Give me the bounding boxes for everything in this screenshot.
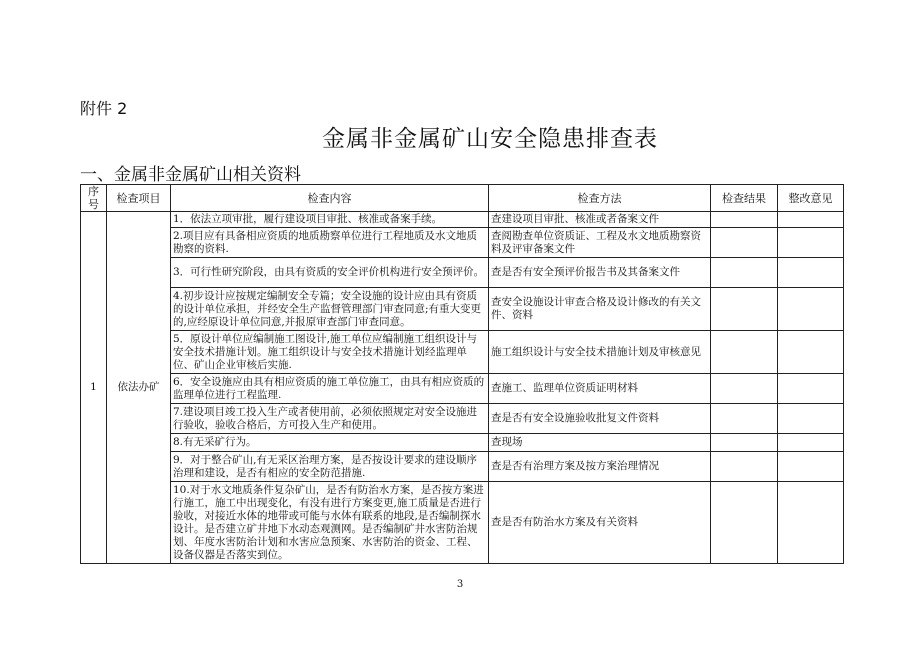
check-content: 6．安全设施应由具有相应资质的施工单位施工，由具有相应资质的监理单位进行工程监理.: [171, 374, 489, 404]
header-method: 检查方法: [489, 185, 711, 212]
row-group-number: 1: [81, 212, 107, 564]
header-number: 序号: [81, 185, 107, 212]
check-result-cell[interactable]: [711, 258, 778, 288]
check-result-cell[interactable]: [711, 404, 778, 434]
check-result-cell[interactable]: [711, 331, 778, 374]
table-row: [81, 452, 844, 482]
page-number: 3: [456, 579, 464, 590]
rectification-cell[interactable]: [778, 374, 844, 404]
check-method: 施工组织设计与安全技术措施计划及审核意见: [489, 331, 711, 374]
check-content: 3．可行性研究阶段，由具有资质的安全评价机构进行安全预评价。: [171, 258, 489, 288]
check-result-cell[interactable]: [711, 228, 778, 258]
table-row: [81, 228, 844, 258]
check-content: 8.有无采矿行为。: [171, 434, 489, 452]
rectification-cell[interactable]: [778, 228, 844, 258]
check-content: 5．原设计单位应编制施工图设计,施工单位应编制施工组织设计与安全技术措施计划。施工组织设计与安全技术措施计划经监理单位、矿山企业审核后实施.: [171, 331, 489, 374]
row-group-item: 依法办矿: [107, 212, 171, 564]
header-content: 检查内容: [171, 185, 489, 212]
table-header-row: [81, 185, 844, 212]
check-result-cell[interactable]: [711, 374, 778, 404]
header-item: 检查项目: [107, 185, 171, 212]
attachment-label: 附件 2: [80, 99, 128, 118]
check-method: 查是否有安全预评价报告书及其备案文件: [489, 258, 711, 288]
section-heading: 一、金属非金属矿山相关资料: [80, 165, 301, 185]
table-row: [81, 258, 844, 288]
check-method: 查建设项目审批、核准或者备案文件: [489, 212, 711, 228]
check-result-cell[interactable]: [711, 452, 778, 482]
check-result-cell[interactable]: [711, 288, 778, 331]
rectification-cell[interactable]: [778, 212, 844, 228]
rectification-cell[interactable]: [778, 434, 844, 452]
check-result-cell[interactable]: [711, 434, 778, 452]
check-content: 9．对于整合矿山,有无采区治理方案，是否按设计要求的建设顺序治理和建设，是否有相应的安全防范措施.: [171, 452, 489, 482]
check-method: 查阅勘查单位资质证、工程及水文地质勘察资料及评审备案文件: [489, 228, 711, 258]
check-method: 查安全设施设计审查合格及设计修改的有关文件、资料: [489, 288, 711, 331]
rectification-cell[interactable]: [778, 288, 844, 331]
check-content: 2.项目应有具备相应资质的地质勘察单位进行工程地质及水文地质勘察的资料.: [171, 228, 489, 258]
check-method: 查是否有治理方案及按方案治理情况: [489, 452, 711, 482]
rectification-cell[interactable]: [778, 482, 844, 564]
check-content: 1．依法立项审批，履行建设项目审批、核准或备案手续。: [171, 212, 489, 228]
header-opinion: 整改意见: [778, 185, 844, 212]
rectification-cell[interactable]: [778, 331, 844, 374]
header-result: 检查结果: [711, 185, 778, 212]
check-method: 查施工、监理单位资质证明材料: [489, 374, 711, 404]
check-content: 7.建设项目竣工投入生产或者使用前，必须依照规定对安全设施进行验收，验收合格后，方可投入生产和使用。: [171, 404, 489, 434]
check-result-cell[interactable]: [711, 212, 778, 228]
table-row: [81, 404, 844, 434]
table-row: [81, 288, 844, 331]
check-method: 查现场: [489, 434, 711, 452]
inspection-table: [80, 184, 844, 564]
table-row: [81, 331, 844, 374]
table-row: [81, 434, 844, 452]
check-result-cell[interactable]: [711, 482, 778, 564]
rectification-cell[interactable]: [778, 452, 844, 482]
table-row: [81, 212, 844, 228]
rectification-cell[interactable]: [778, 404, 844, 434]
table-row: [81, 482, 844, 564]
page-title: 金属非金属矿山安全隐患排查表: [322, 126, 658, 152]
check-method: 查是否有安全设施验收批复文件资料: [489, 404, 711, 434]
check-content: 4.初步设计应按规定编制安全专篇；安全设施的设计应由具有资质的设计单位承担，并经安全生产监督管理部门审查同意;有重大变更的,应经原设计单位同意,并报原审查部门审查同意。: [171, 288, 489, 331]
rectification-cell[interactable]: [778, 258, 844, 288]
check-method: 查是否有防治水方案及有关资料: [489, 482, 711, 564]
check-content: 10.对于水文地质条件复杂矿山，是否有防治水方案，是否按方案进行施工，施工中出现变化，有没有进行方案变更,施工质量是否进行验收，对接近水体的地带或可能与水体有联系的地段,是否编制探水设计。是否建立矿井地下水动态观测网。是否编制矿井水害防治规划、年度水害防治计划和水害应急预案、水害防治的资金、工程、设备仪器是否落实到位。: [171, 482, 489, 564]
table-row: [81, 374, 844, 404]
